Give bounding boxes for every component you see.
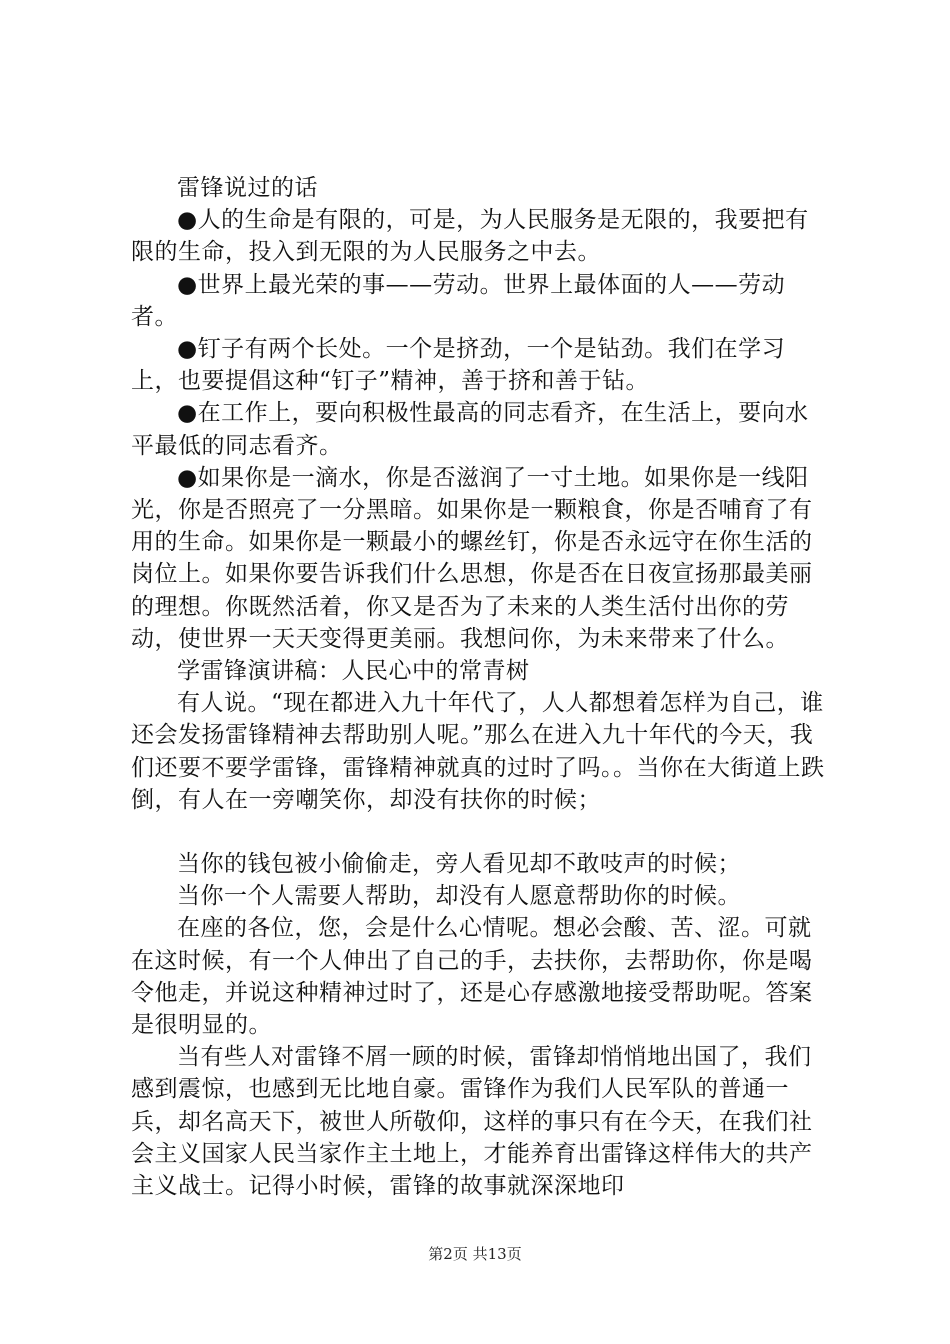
section-heading: 雷锋说过的话 [177,175,318,201]
body-paragraph: 在座的各位，您，会是什么心情呢。想必会酸、苦、涩。可就在这时候，有一个人伸出了自己的手，去扶你，去帮助你，你是喝令他走，并说这种精神过时了，还是心存感激地接受帮助呢。答案是很明显的。 [131,915,813,1039]
speech-title: 学雷锋演讲稿：人民心中的常青树 [177,658,530,685]
document-body [131,172,831,1202]
blank-line [131,816,831,848]
quote-paragraph: ●在工作上，要向积极性最高的同志看齐，在生活上，要向水平最低的同志看齐。 [131,400,809,459]
body-paragraph: 当你一个人需要人帮助，却没有人愿意帮助你的时候。 [177,883,741,910]
page-number: 第2页 共13页 [428,1245,522,1263]
body-paragraph: 当有些人对雷锋不屑一顾的时候，雷锋却悄悄地出国了，我们感到震惊，也感到无比地自豪。雷锋作为我们人民军队的普通一兵，却名高天下，被世人所敬仰，这样的事只有在今天，在我们社会主义国家人民当家作主土地上，才能养育出雷锋这样伟大的共产主义战士。记得小时候，雷锋的故事就深深地印 [131,1044,813,1200]
quote-paragraph: ●人的生命是有限的，可是，为人民服务是无限的，我要把有限的生命，投入到无限的为人民服务之中去。 [131,207,809,266]
quote-paragraph: ●世界上最光荣的事——劳动。世界上最体面的人——劳动者。 [131,271,786,330]
body-paragraph: 当你的钱包被小偷偷走，旁人看见却不敢吱声的时候； [177,851,741,878]
quote-paragraph: ●如果你是一滴水，你是否滋润了一寸土地。如果你是一线阳光，你是否照亮了一分黑暗。如果你是一颗粮食，你是否哺育了有用的生命。如果你是一颗最小的螺丝钉，你是否永远守在你生活的岗位上。如果你要告诉我们什么思想，你是否在日夜宣扬那最美丽的理想。你既然活着，你又是否为了未来的人类生活付出你的劳动，使世界一天天变得更美丽。我想问你，为未来带来了什么。 [131,464,813,652]
body-paragraph: 有人说。“现在都进入九十年代了，人人都想着怎样为自己，谁还会发扬雷锋精神去帮助别人呢。”那么在进入九十年代的今天，我们还要不要学雷锋，雷锋精神就真的过时了吗。。当你在大街道上跌倒，有人在一旁嘲笑你，却没有扶你的时候； [131,690,825,813]
quote-paragraph: ●钉子有两个长处。一个是挤劲，一个是钻劲。我们在学习上，也要提倡这种“钉子”精神，善于挤和善于钻。 [131,336,786,395]
